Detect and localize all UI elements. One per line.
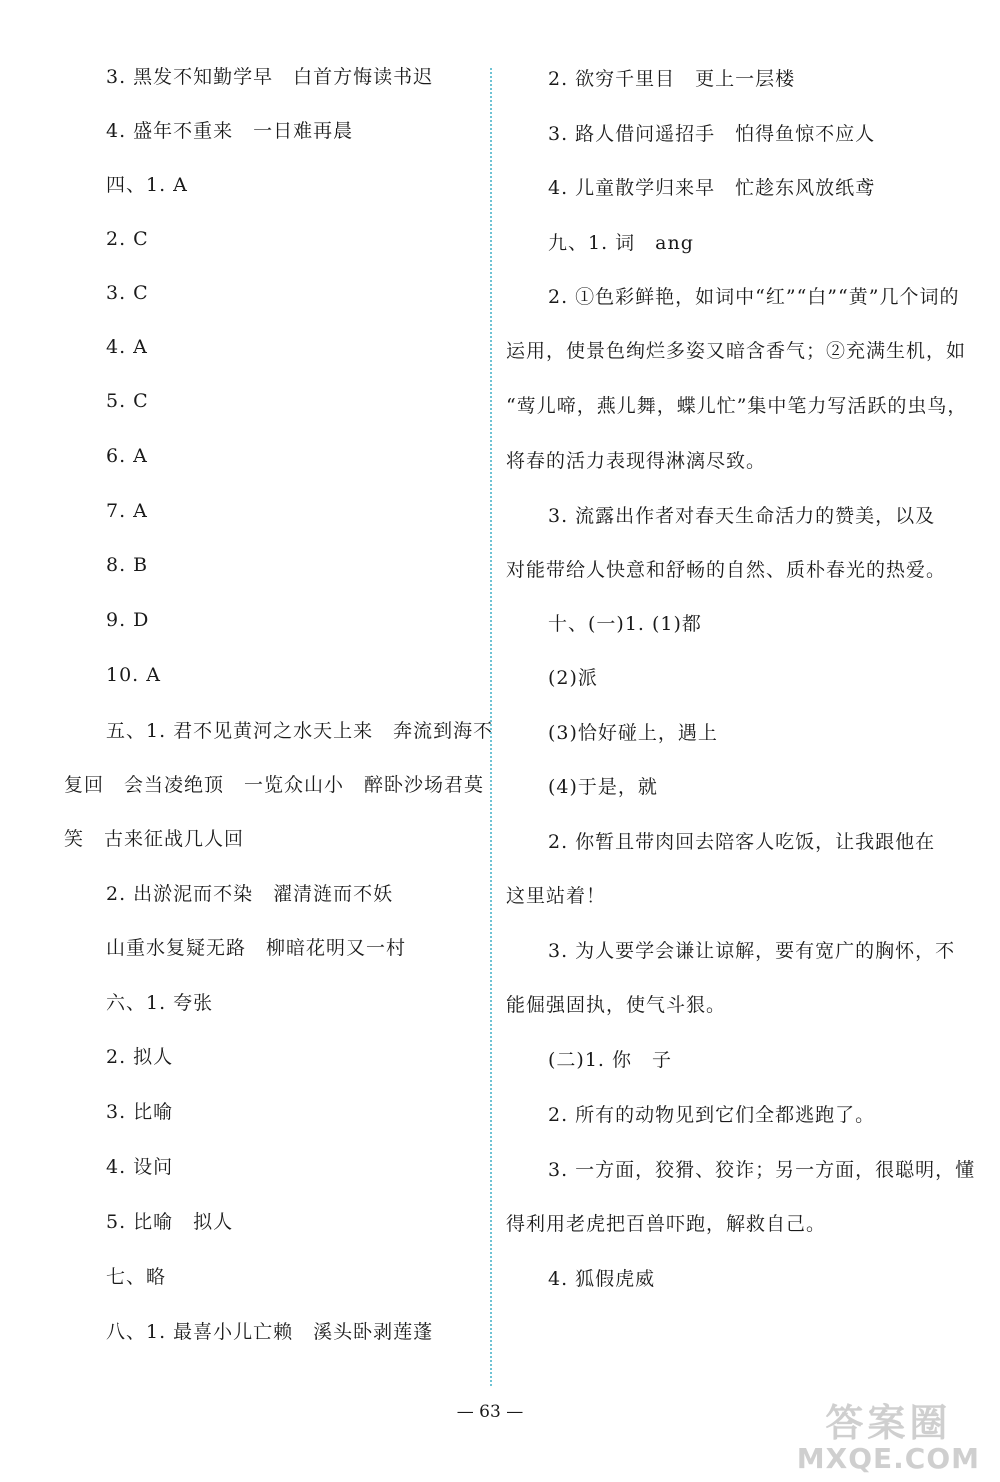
answer-line: 复回 会当凌绝顶 一览众山小 醉卧沙场君莫 <box>64 774 485 796</box>
answer-line: 2. 你暂且带肉回去陪客人吃饭，让我跟他在 <box>548 831 936 853</box>
answer-line: (二)1. 你 子 <box>548 1049 672 1071</box>
answer-line: 4. 设问 <box>106 1156 174 1178</box>
answer-line: 得利用老虎把百兽吓跑，解救自己。 <box>506 1213 827 1235</box>
answer-line: 将春的活力表现得淋漓尽致。 <box>506 450 767 472</box>
answer-line: 能倔强固执，使气斗狠。 <box>506 994 727 1016</box>
answer-line: 笑 古来征战几人回 <box>64 828 245 850</box>
answer-line: (3)恰好碰上，遇上 <box>548 722 718 744</box>
watermark-title: 答案圈 <box>825 1401 952 1445</box>
answer-line: 9. D <box>106 609 150 631</box>
answer-line: 4. A <box>106 336 148 358</box>
answer-line: “莺儿啼，燕儿舞，蝶儿忙”集中笔力写活跃的虫鸟， <box>506 395 968 417</box>
watermark-domain: MXQE.COM <box>796 1442 980 1475</box>
answer-line: 山重水复疑无路 柳暗花明又一村 <box>106 937 407 959</box>
answer-line: 6. A <box>106 445 148 467</box>
answer-line: 四、1. A <box>106 174 188 196</box>
answer-line: 运用，使景色绚烂多姿又暗含香气；②充满生机，如 <box>506 340 967 362</box>
answer-line: 4. 儿童散学归来早 忙趁东风放纸鸢 <box>548 177 876 199</box>
answer-line: 2. 所有的动物见到它们全都逃跑了。 <box>548 1104 876 1126</box>
answer-line: 九、1. 词 ang <box>548 232 694 254</box>
answer-line: 5. 比喻 拟人 <box>106 1211 234 1233</box>
answer-line: 这里站着！ <box>506 885 607 907</box>
page-number: — 63 — <box>456 1402 524 1422</box>
watermark-logo <box>797 1402 980 1474</box>
answer-line: 5. C <box>106 390 149 412</box>
answer-line: 3. C <box>106 282 149 304</box>
answer-line: 十、(一)1. (1)都 <box>548 613 702 635</box>
answer-line: 3. 黑发不知勤学早 白首方悔读书迟 <box>106 66 434 88</box>
answer-line: 3. 流露出作者对春天生命活力的赞美，以及 <box>548 505 936 527</box>
answer-line: 对能带给人快意和舒畅的自然、质朴春光的热爱。 <box>506 559 947 581</box>
answer-line: 10. A <box>106 664 161 686</box>
answer-line: 六、1. 夸张 <box>106 992 214 1014</box>
answer-line: 八、1. 最喜小儿亡赖 溪头卧剥莲蓬 <box>106 1321 434 1343</box>
answer-line: 2. 欲穷千里目 更上一层楼 <box>548 68 796 90</box>
answer-line: 3. 为人要学会谦让谅解，要有宽广的胸怀，不 <box>548 940 956 962</box>
answer-line: 2. C <box>106 228 149 250</box>
answer-line: 4. 盛年不重来 一日难再晨 <box>106 120 354 142</box>
answer-line: 2. 出淤泥而不染 濯清涟而不妖 <box>106 883 394 905</box>
answer-line: 8. B <box>106 554 149 576</box>
answer-line: 2. 拟人 <box>106 1046 174 1068</box>
answer-line: 3. 路人借问遥招手 怕得鱼惊不应人 <box>548 123 876 145</box>
answer-line: 2. ①色彩鲜艳，如词中“红”“白”“黄”几个词的 <box>548 286 960 308</box>
answer-line: 七、略 <box>106 1266 167 1288</box>
answer-line: 4. 狐假虎威 <box>548 1268 656 1290</box>
answer-line: 3. 一方面，狡猾、狡诈；另一方面，很聪明，懂 <box>548 1159 976 1181</box>
answer-line: (2)派 <box>548 667 598 689</box>
answer-line: 五、1. 君不见黄河之水天上来 奔流到海不 <box>106 720 494 742</box>
answer-line: (4)于是，就 <box>548 776 658 798</box>
column-divider <box>490 68 492 1386</box>
answer-line: 7. A <box>106 500 148 522</box>
answer-line: 3. 比喻 <box>106 1101 174 1123</box>
